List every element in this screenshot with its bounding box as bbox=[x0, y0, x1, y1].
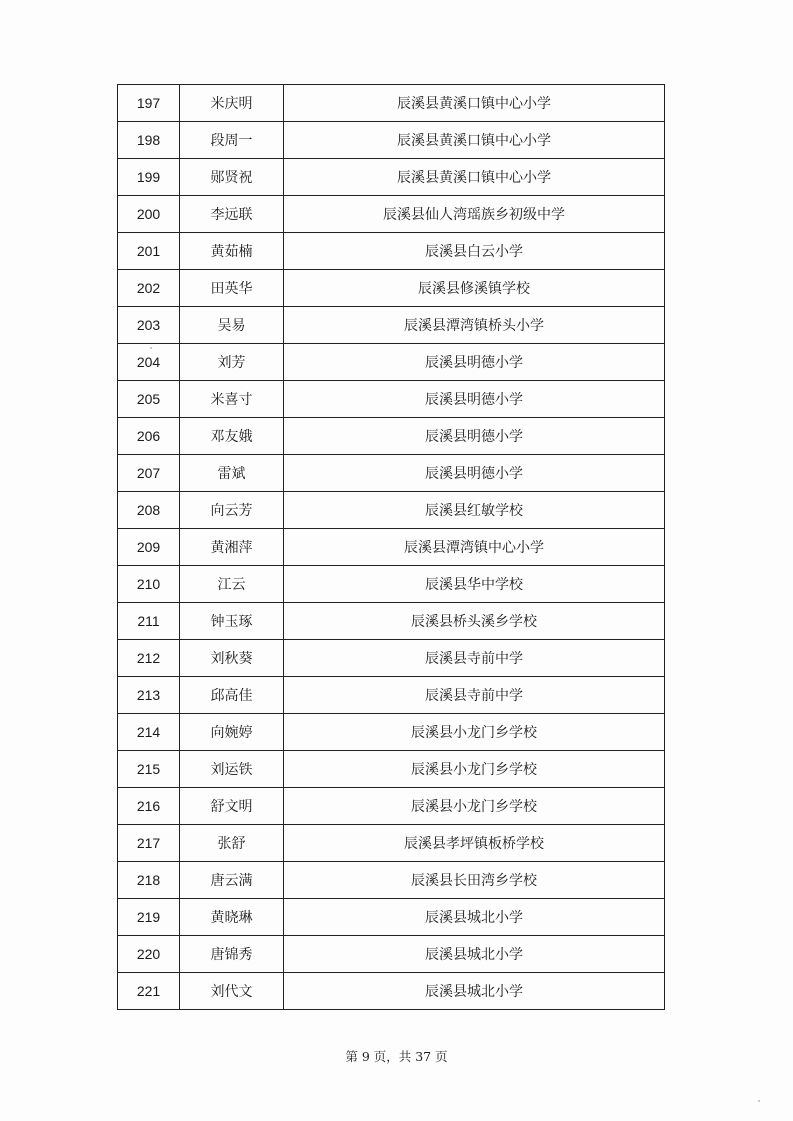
row-number-cell: 204 bbox=[118, 344, 180, 381]
person-name-cell: 刘代文 bbox=[180, 973, 284, 1010]
school-name-cell: 辰溪县城北小学 bbox=[284, 899, 665, 936]
school-name-cell: 辰溪县城北小学 bbox=[284, 936, 665, 973]
table-row bbox=[118, 899, 665, 936]
person-name-cell: 田英华 bbox=[180, 270, 284, 307]
table-row bbox=[118, 788, 665, 825]
table-row bbox=[118, 122, 665, 159]
school-name-cell: 辰溪县明德小学 bbox=[284, 344, 665, 381]
school-name-cell: 辰溪县黄溪口镇中心小学 bbox=[284, 85, 665, 122]
school-name-cell: 辰溪县华中学校 bbox=[284, 566, 665, 603]
person-name-cell: 米庆明 bbox=[180, 85, 284, 122]
table-row bbox=[118, 233, 665, 270]
row-number-cell: 203 bbox=[118, 307, 180, 344]
school-name-cell: 辰溪县小龙门乡学校 bbox=[284, 788, 665, 825]
school-name-cell: 辰溪县黄溪口镇中心小学 bbox=[284, 159, 665, 196]
row-number-cell: 209 bbox=[118, 529, 180, 566]
row-number-cell: 199 bbox=[118, 159, 180, 196]
row-number-cell: 212 bbox=[118, 640, 180, 677]
person-name-cell: 邓友娥 bbox=[180, 418, 284, 455]
page-footer bbox=[0, 1047, 793, 1065]
person-name-cell: 江云 bbox=[180, 566, 284, 603]
row-number-cell: 198 bbox=[118, 122, 180, 159]
person-name-cell: 张舒 bbox=[180, 825, 284, 862]
table-row bbox=[118, 973, 665, 1010]
person-name-cell: 舒文明 bbox=[180, 788, 284, 825]
table-row bbox=[118, 85, 665, 122]
row-number-cell: 201 bbox=[118, 233, 180, 270]
table-row bbox=[118, 714, 665, 751]
person-name-cell: 邱高佳 bbox=[180, 677, 284, 714]
school-name-cell: 辰溪县长田湾乡学校 bbox=[284, 862, 665, 899]
row-number-cell: 220 bbox=[118, 936, 180, 973]
school-name-cell: 辰溪县明德小学 bbox=[284, 418, 665, 455]
row-number-cell: 210 bbox=[118, 566, 180, 603]
row-number-cell: 221 bbox=[118, 973, 180, 1010]
school-name-cell: 辰溪县红敏学校 bbox=[284, 492, 665, 529]
person-name-cell: 刘秋葵 bbox=[180, 640, 284, 677]
person-name-cell: 唐云满 bbox=[180, 862, 284, 899]
person-name-cell: 吴易 bbox=[180, 307, 284, 344]
person-name-cell: 黄晓琳 bbox=[180, 899, 284, 936]
row-number-cell: 213 bbox=[118, 677, 180, 714]
table-row bbox=[118, 825, 665, 862]
table-row bbox=[118, 862, 665, 899]
school-name-cell: 辰溪县白云小学 bbox=[284, 233, 665, 270]
row-number-cell: 207 bbox=[118, 455, 180, 492]
person-name-cell: 李远联 bbox=[180, 196, 284, 233]
person-name-cell: 刘芳 bbox=[180, 344, 284, 381]
person-name-cell: 刘运铁 bbox=[180, 751, 284, 788]
table-row bbox=[118, 603, 665, 640]
table-row bbox=[118, 270, 665, 307]
table-row bbox=[118, 307, 665, 344]
row-number-cell: 215 bbox=[118, 751, 180, 788]
school-name-cell: 辰溪县桥头溪乡学校 bbox=[284, 603, 665, 640]
person-name-cell: 黄茹楠 bbox=[180, 233, 284, 270]
table-row bbox=[118, 566, 665, 603]
person-name-cell: 钟玉琢 bbox=[180, 603, 284, 640]
table-row bbox=[118, 492, 665, 529]
table-row bbox=[118, 344, 665, 381]
table-row bbox=[118, 751, 665, 788]
school-name-cell: 辰溪县修溪镇学校 bbox=[284, 270, 665, 307]
row-number-cell: 205 bbox=[118, 381, 180, 418]
school-name-cell: 辰溪县明德小学 bbox=[284, 455, 665, 492]
table-row bbox=[118, 640, 665, 677]
row-number-cell: 200 bbox=[118, 196, 180, 233]
school-name-cell: 辰溪县明德小学 bbox=[284, 381, 665, 418]
school-name-cell: 辰溪县潭湾镇中心小学 bbox=[284, 529, 665, 566]
row-number-cell: 202 bbox=[118, 270, 180, 307]
table-row bbox=[118, 196, 665, 233]
person-name-cell: 唐锦秀 bbox=[180, 936, 284, 973]
person-name-cell: 黄湘萍 bbox=[180, 529, 284, 566]
table-row bbox=[118, 936, 665, 973]
school-name-cell: 辰溪县寺前中学 bbox=[284, 640, 665, 677]
table-row bbox=[118, 529, 665, 566]
row-number-cell: 216 bbox=[118, 788, 180, 825]
table-row bbox=[118, 418, 665, 455]
row-number-cell: 217 bbox=[118, 825, 180, 862]
school-name-cell: 辰溪县孝坪镇板桥学校 bbox=[284, 825, 665, 862]
row-number-cell: 218 bbox=[118, 862, 180, 899]
roster-table-body bbox=[118, 85, 665, 1010]
school-name-cell: 辰溪县小龙门乡学校 bbox=[284, 714, 665, 751]
person-name-cell: 段周一 bbox=[180, 122, 284, 159]
person-name-cell: 向婉婷 bbox=[180, 714, 284, 751]
table-row bbox=[118, 381, 665, 418]
person-name-cell: 雷斌 bbox=[180, 455, 284, 492]
person-name-cell: 郧贤祝 bbox=[180, 159, 284, 196]
roster-table bbox=[117, 84, 665, 1010]
page-number-text: 第 9 页，共 37 页 bbox=[345, 1049, 448, 1064]
school-name-cell: 辰溪县城北小学 bbox=[284, 973, 665, 1010]
row-number-cell: 206 bbox=[118, 418, 180, 455]
person-name-cell: 向云芳 bbox=[180, 492, 284, 529]
row-number-cell: 219 bbox=[118, 899, 180, 936]
table-row bbox=[118, 159, 665, 196]
row-number-cell: 208 bbox=[118, 492, 180, 529]
table-row bbox=[118, 455, 665, 492]
school-name-cell: 辰溪县寺前中学 bbox=[284, 677, 665, 714]
school-name-cell: 辰溪县黄溪口镇中心小学 bbox=[284, 122, 665, 159]
scan-speck bbox=[758, 1100, 760, 1102]
row-number-cell: 214 bbox=[118, 714, 180, 751]
row-number-cell: 197 bbox=[118, 85, 180, 122]
table-row bbox=[118, 677, 665, 714]
row-number-cell: 211 bbox=[118, 603, 180, 640]
school-name-cell: 辰溪县小龙门乡学校 bbox=[284, 751, 665, 788]
school-name-cell: 辰溪县仙人湾瑶族乡初级中学 bbox=[284, 196, 665, 233]
person-name-cell: 米喜寸 bbox=[180, 381, 284, 418]
scan-speck bbox=[150, 347, 152, 349]
school-name-cell: 辰溪县潭湾镇桥头小学 bbox=[284, 307, 665, 344]
